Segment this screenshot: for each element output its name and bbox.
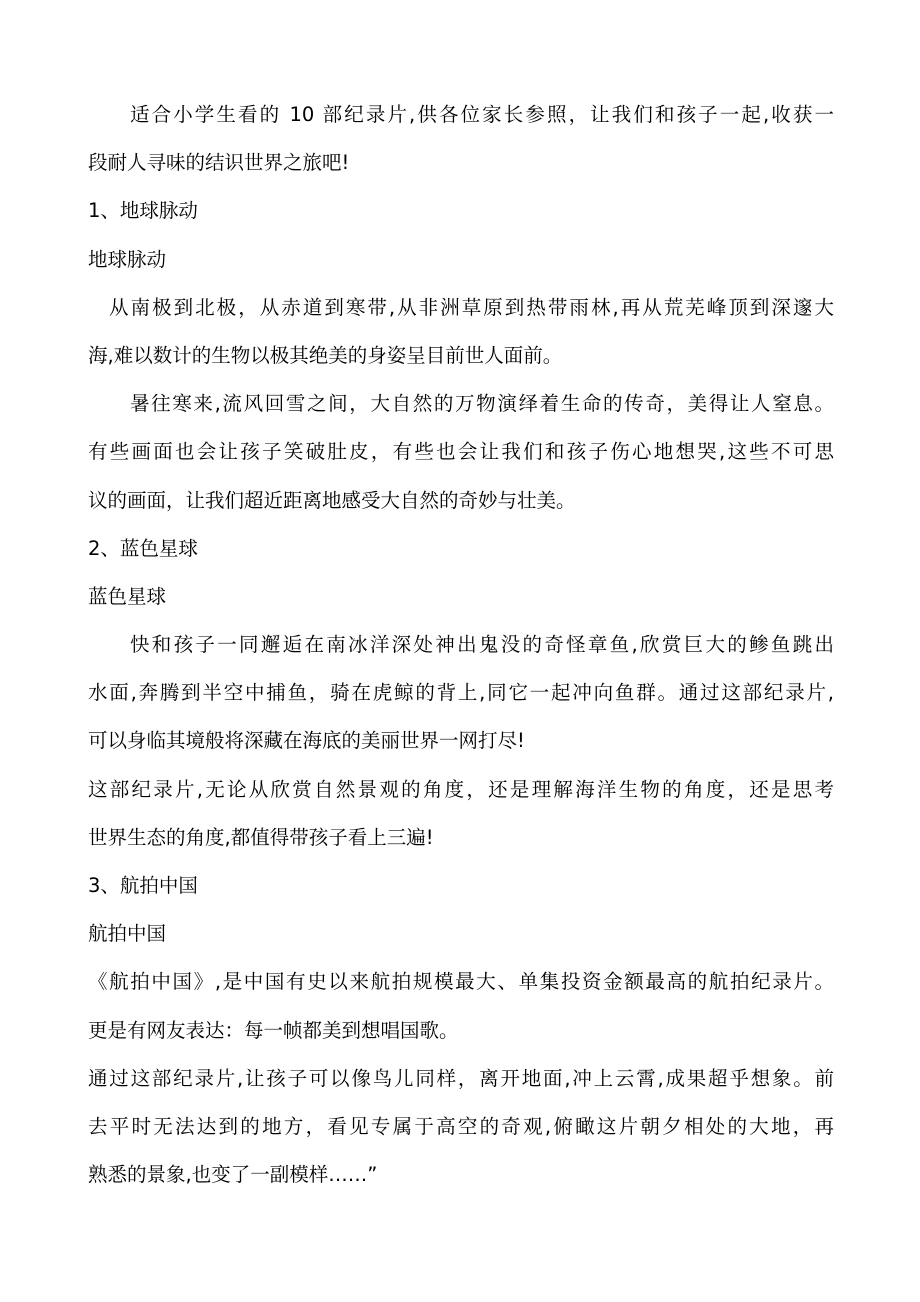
body-text: 海,难以数计的生物以极其绝美的身姿呈目前世人面前。: [88, 343, 563, 367]
body-text: 从南极到北极，从赤道到寒带,从非洲草原到热带雨林,再从荒芜峰顶到深邃大: [109, 295, 834, 319]
intro-text: 段耐人寻味的结识世界之旅吧!: [88, 151, 350, 175]
section-heading-2: 2、蓝色星球: [88, 536, 198, 560]
section-heading-3: 3、航拍中国: [88, 874, 198, 897]
body-text: 《航拍中国》,是中国有史以来航拍规模最大、单集投资金额最高的航拍纪录片。: [88, 970, 834, 994]
body-text: 暑往寒来,流风回雪之间，大自然的万物演绎着生命的传奇，美得让人窒息。: [130, 392, 834, 416]
body-text: 熟悉的景象,也变了一副模样……”: [88, 1163, 378, 1187]
body-text: 水面,奔腾到半空中捕鱼，骑在虎鲸的背上,同它一起冲向鱼群。通过这部纪录片,: [88, 681, 834, 705]
body-text: 通过这部纪录片,让孩子可以像鸟儿同样，离开地面,冲上云霄,成果超乎想象。前: [88, 1066, 834, 1090]
section-subtitle-1: 地球脉动: [88, 247, 167, 271]
body-text: 可以身临其境般将深藏在海底的美丽世界一网打尽!: [88, 729, 525, 753]
body-text: 有些画面也会让孩子笑破肚皮，有些也会让我们和孩子伤心地想哭,这些不可思: [88, 440, 834, 464]
document-page: [88, 91, 834, 1199]
body-text: 世界生态的角度,都值得带孩子看上三遍!: [88, 825, 434, 849]
body-text: 去平时无法达到的地方，看见专属于高空的奇观,俯瞰这片朝夕相处的大地，再: [88, 1114, 834, 1138]
body-text: 更是有网友表达：每一帧都美到想唱国歌。: [88, 1018, 459, 1042]
section-subtitle-2: 蓝色星球: [88, 584, 167, 608]
intro-text: 适合小学生看的 10 部纪录片,供各位家长参照，让我们和孩子一起,收获一: [130, 103, 834, 126]
section-subtitle-3: 航拍中国: [88, 922, 167, 946]
body-text: 快和孩子一同邂逅在南冰洋深处神出鬼没的奇怪章鱼,欣赏巨大的鲹鱼跳出: [130, 633, 834, 657]
body-text: 这部纪录片,无论从欣赏自然景观的角度，还是理解海洋生物的角度，还是思考: [88, 777, 834, 801]
section-heading-1: 1、地球脉动: [88, 199, 198, 223]
body-text: 议的画面，让我们超近距离地感受大自然的奇妙与壮美。: [88, 488, 576, 512]
